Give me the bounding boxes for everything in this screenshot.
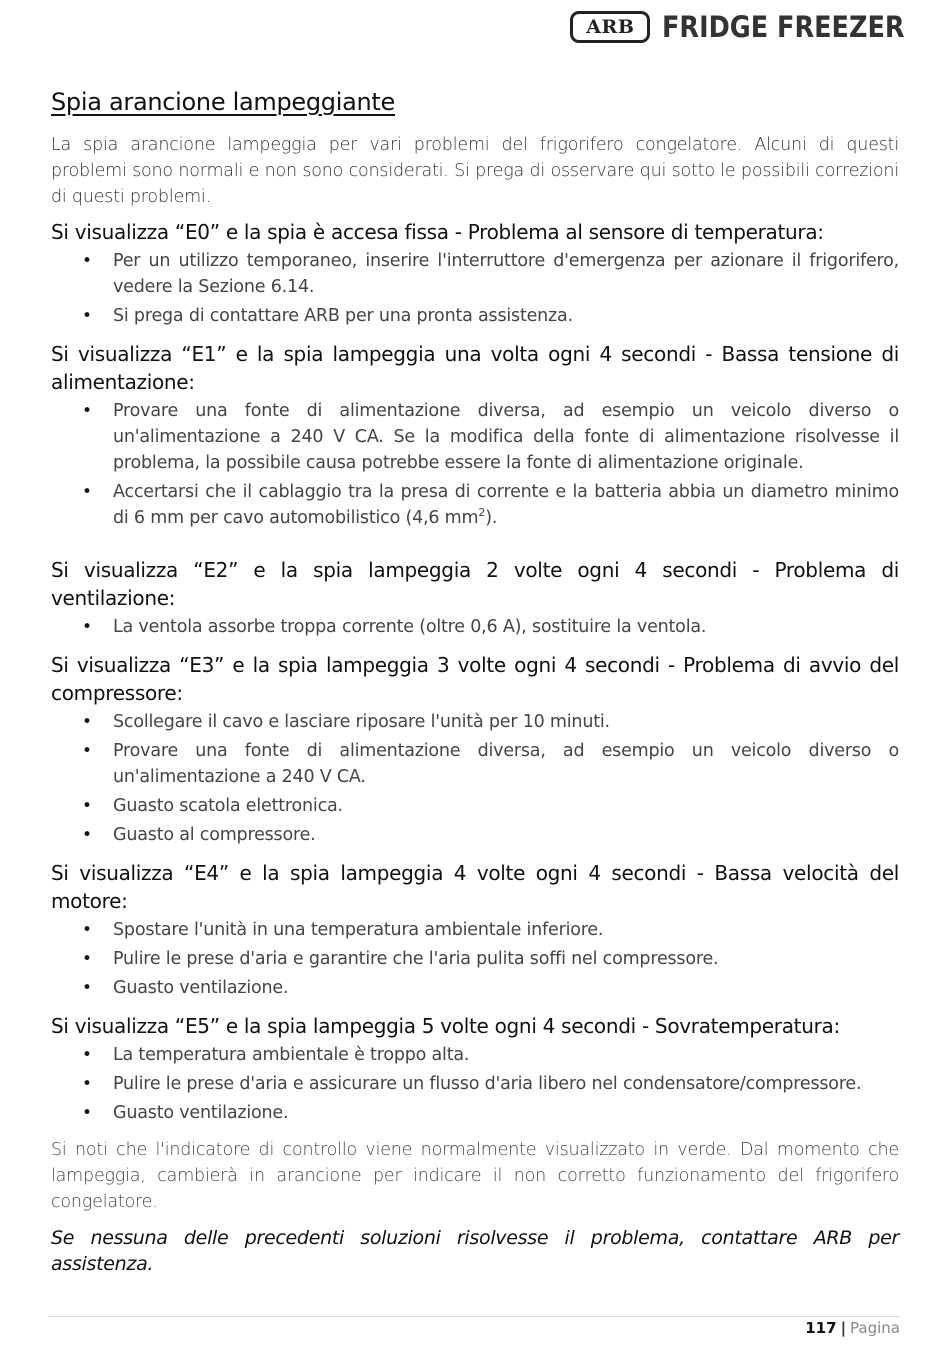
- list-item: • Guasto ventilazione.: [51, 975, 899, 1001]
- list-item: • La ventola assorbe troppa corrente (oltre 0,6 A), sostituire la ventola.: [51, 614, 899, 640]
- page-content: [51, 88, 899, 1277]
- list-item: • Guasto scatola elettronica.: [51, 793, 899, 819]
- list-item: • Provare una fonte di alimentazione diversa, ad esempio un veicolo diverso o un'alimentazione a 240 V CA.: [51, 738, 899, 790]
- list-item: • Pulire le prese d'aria e assicurare un flusso d'aria libero nel condensatore/compressore.: [51, 1071, 899, 1097]
- section-e3-heading: Si visualizza “E3” e la spia lampeggia 3 volte ogni 4 secondi - Problema di avvio del compressore:: [51, 653, 899, 705]
- list-item: • Pulire le prese d'aria e garantire che l'aria pulita soffi nel compressore.: [51, 946, 899, 972]
- page-word: Pagina: [850, 1319, 900, 1337]
- section-e5-list: [51, 1042, 899, 1126]
- section-e0-heading: Si visualizza “E0” e la spia è accesa fissa - Problema al sensore di temperatura:: [51, 220, 824, 244]
- section-e0-list: [51, 248, 899, 329]
- page-header: [570, 10, 938, 44]
- section-e1-list: [51, 398, 899, 531]
- page-footer: [805, 1319, 900, 1337]
- final-note: Se nessuna delle precedenti soluzioni risolvesse il problema, contattare ARB per assistenza.: [51, 1227, 899, 1275]
- section-e4-heading: Si visualizza “E4” e la spia lampeggia 4 volte ogni 4 secondi - Bassa velocità del motore:: [51, 861, 899, 913]
- list-item: • La temperatura ambientale è troppo alta.: [51, 1042, 899, 1068]
- note-paragraph: Si noti che l'indicatore di controllo viene normalmente visualizzato in verde. Dal momento che lampeggia, cambierà in arancione per indicare il non corretto funzionamento del frigorifero congelatore.: [51, 1140, 899, 1212]
- section-e2-list: [51, 614, 899, 640]
- list-item: • Si prega di contattare ARB per una pronta assistenza.: [51, 303, 899, 329]
- section-e5-heading: Si visualizza “E5” e la spia lampeggia 5 volte ogni 4 secondi - Sovratemperatura:: [51, 1014, 840, 1038]
- page-number: 117: [805, 1319, 837, 1337]
- section-e2-heading: Si visualizza “E2” e la spia lampeggia 2 volte ogni 4 secondi - Problema di ventilazione:: [51, 558, 899, 610]
- list-item: • Guasto al compressore.: [51, 822, 899, 848]
- intro-paragraph: La spia arancione lampeggia per vari problemi del frigorifero congelatore. Alcuni di questi problemi sono normali e non sono considerati. Si prega di osservare qui sotto le possibili correzioni di questi problemi.: [51, 135, 899, 207]
- section-e3-list: [51, 709, 899, 848]
- list-item: • Guasto ventilazione.: [51, 1100, 899, 1126]
- list-item: • Scollegare il cavo e lasciare riposare l'unità per 10 minuti.: [51, 709, 899, 735]
- arb-logo: [570, 11, 650, 43]
- footer-separator: |: [840, 1319, 847, 1337]
- page-title: Spia arancione lampeggiante: [51, 88, 396, 116]
- list-item: • Accertarsi che il cablaggio tra la presa di corrente e la batteria abbia un diametro minimo di 6 mm per cavo automobilistico (4,6 $mm^2$).: [51, 479, 899, 531]
- logo-text: ARB: [586, 16, 635, 38]
- list-item: • Provare una fonte di alimentazione diversa, ad esempio un veicolo diverso o un'alimentazione a 240 V CA. Se la modifica della fonte di alimentazione risolvesse il problema, la possibile causa potrebbe essere la fonte di alimentazione originale.: [51, 398, 899, 476]
- list-item: • Per un utilizzo temporaneo, inserire l'interruttore d'emergenza per azionare il frigorifero, vedere la Sezione 6.14.: [51, 248, 899, 300]
- list-item: • Spostare l'unità in una temperatura ambientale inferiore.: [51, 917, 899, 943]
- section-e4-list: [51, 917, 899, 1001]
- section-e1-heading: Si visualizza “E1” e la spia lampeggia una volta ogni 4 secondi - Bassa tensione di alimentazione:: [51, 342, 899, 394]
- footer-divider: [48, 1316, 900, 1317]
- brand-title: FRIDGE FREEZER: [662, 10, 905, 44]
